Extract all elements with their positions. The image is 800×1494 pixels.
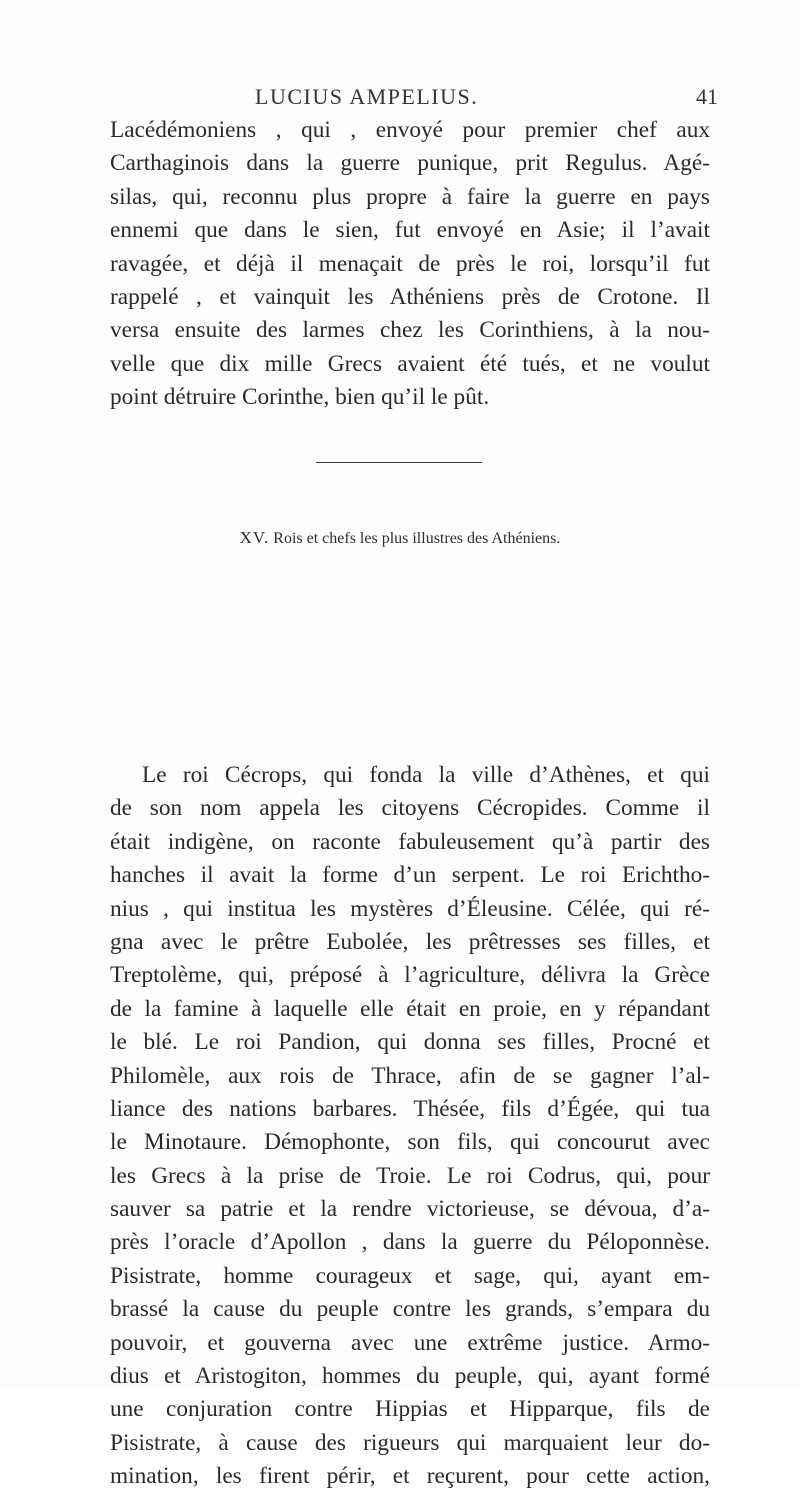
text-line: nius , qui institua les mystères d’Éleusine. Célée, qui ré- [110, 895, 710, 922]
section-divider [316, 462, 482, 463]
text-line: Carthaginois dans la guerre punique, prit Regulus. Agé- [110, 150, 710, 177]
running-head [0, 84, 800, 114]
text-line: le Minotaure. Démophonte, son fils, qui concourut avec [110, 1129, 710, 1156]
text-line: Philomèle, aux rois de Thrace, afin de se gagner l’al- [110, 1062, 710, 1089]
text-line: mination, les firent périr, et reçurent, pour cette action, [110, 1463, 710, 1490]
running-title: LUCIUS AMPELIUS. [255, 84, 479, 109]
text-line: le blé. Le roi Pandion, qui donna ses filles, Procné et [110, 1029, 710, 1056]
text-line: gna avec le prêtre Eubolée, les prêtresses ses filles, et [110, 928, 710, 955]
text-line: velle que dix mille Grecs avaient été tués, et ne voulut [110, 350, 710, 377]
text-line: pouvoir, et gouverna avec une extrême justice. Armo- [110, 1329, 710, 1356]
text-line: silas, qui, reconnu plus propre à faire la guerre en pays [110, 183, 710, 210]
text-line: hanches il avait la forme d’un serpent. Le roi Erichtho- [110, 862, 710, 889]
section-numeral: XV. [239, 528, 270, 547]
text-line: dius et Aristogiton, hommes du peuple, qui, ayant formé [110, 1363, 710, 1390]
text-line: Pisistrate, à cause des rigueurs qui marquaient leur do- [110, 1429, 710, 1456]
text-line: ennemi que dans le sien, fut envoyé en Asie; il l’avait [110, 217, 710, 244]
paragraph-athenian-kings [110, 759, 710, 1494]
text-line: versa ensuite des larmes chez les Corinthiens, à la nou- [110, 317, 710, 344]
text-line: ravagée, et déjà il menaçait de près le roi, lorsqu’il fut [110, 250, 710, 277]
text-line: point détruire Corinthe, bien qu’il le pût. [110, 384, 490, 411]
text-line: une conjuration contre Hippias et Hipparque, fils de [110, 1396, 710, 1423]
text-line: de la famine à laquelle elle était en proie, en y répandant [110, 995, 710, 1022]
section-heading [0, 528, 800, 548]
text-line: de son nom appela les citoyens Cécropides. Comme il [110, 795, 710, 822]
text-line: brassé la cause du peuple contre les grands, s’empara du [110, 1296, 710, 1323]
text-line: Le roi Cécrops, qui fonda la ville d’Athènes, et qui [142, 762, 710, 788]
text-line: était indigène, on raconte fabuleusement qu’à partir des [110, 828, 710, 855]
text-line: rappelé , et vainquit les Athéniens près de Crotone. Il [110, 283, 710, 310]
text-line: les Grecs à la prise de Troie. Le roi Codrus, qui, pour [110, 1162, 710, 1189]
text-line: Lacédémoniens , qui , envoyé pour premier chef aux [110, 117, 710, 143]
section-title: Rois et chefs les plus illustres des Athéniens. [273, 530, 561, 547]
paragraph-agesilas [110, 114, 710, 415]
text-line: Treptolème, qui, préposé à l’agriculture, délivra la Grèce [110, 962, 710, 989]
text-line: sauver sa patrie et la rendre victorieuse, se dévoua, d’a- [110, 1196, 710, 1223]
text-line: liance des nations barbares. Thésée, fils d’Égée, qui tua [110, 1095, 710, 1122]
text-line: près l’oracle d’Apollon , dans la guerre du Péloponnèse. [110, 1229, 710, 1256]
text-line: Pisistrate, homme courageux et sage, qui, ayant em- [110, 1262, 710, 1289]
page-number: 41 [696, 84, 718, 109]
